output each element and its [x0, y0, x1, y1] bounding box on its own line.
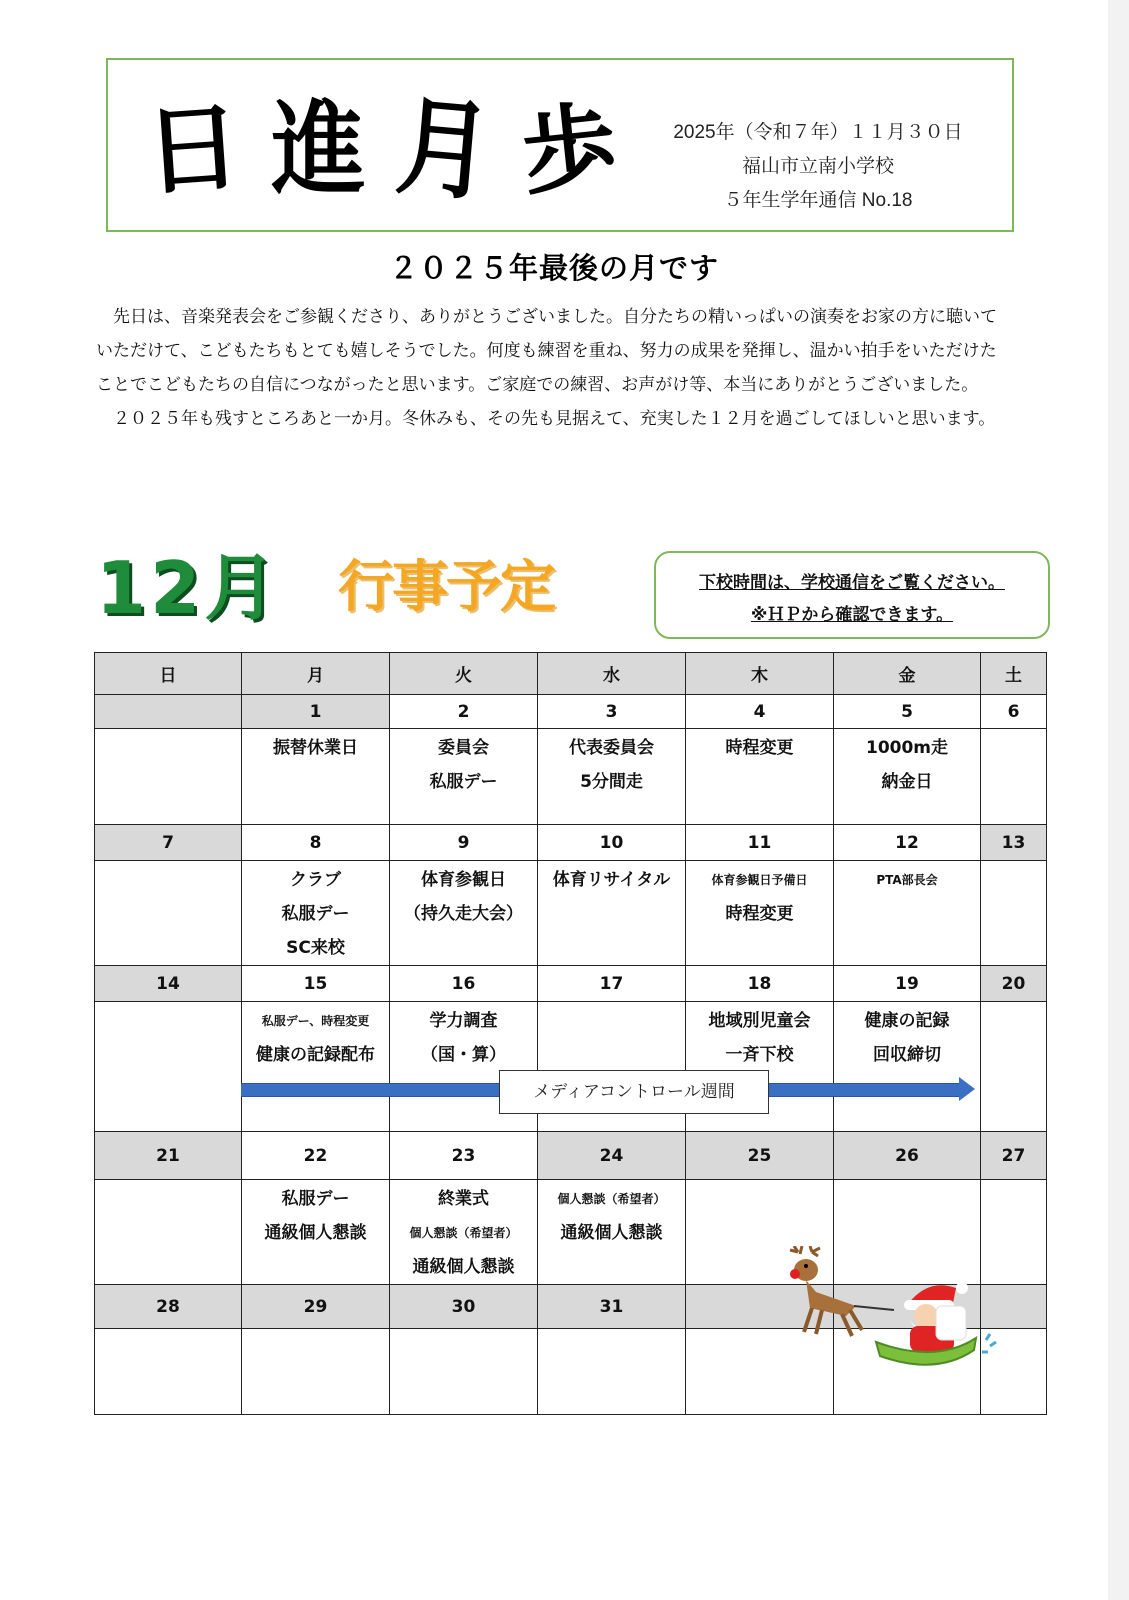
date-cell: 25	[686, 1132, 834, 1180]
date-row	[95, 1132, 1047, 1180]
paragraph: 先日は、音楽発表会をご参観くださり、ありがとうございました。自分たちの精いっぱいの演奏をお家の方に聴いていただけて、こどもたちもとても嬉しそうでした。何度も練習を重ね、努力の成果を発揮し、温かい拍手をいただけたことでこどもたちの自信につながったと思います。ご家庭での練習、お声がけ等、本当にありがとうございました。	[96, 307, 997, 395]
date-cell	[95, 695, 242, 729]
event-item: 代表委員会	[569, 738, 654, 758]
event-item: 個人懇談（希望者）	[557, 1192, 666, 1206]
santa-icon	[904, 1282, 968, 1352]
dismissal-note	[654, 551, 1050, 639]
events-cell	[390, 861, 538, 966]
date-cell: 12	[834, 825, 981, 861]
santa-sleigh-illustration	[776, 1246, 1008, 1372]
event-item: 学力調査	[429, 1011, 498, 1031]
date-cell: 28	[95, 1285, 242, 1329]
weekday-header: 木	[686, 653, 834, 695]
event-item: （国・算）	[421, 1045, 506, 1065]
event-item: 体育参観日予備日	[711, 873, 808, 887]
events-cell	[95, 1329, 242, 1415]
event-item: 振替休業日	[273, 738, 358, 758]
event-item: （持久走大会）	[404, 904, 523, 924]
events-cell	[95, 1180, 242, 1285]
date-cell: 4	[686, 695, 834, 729]
issue-number: ５年生学年通信 No.18	[723, 190, 913, 211]
newsletter-title	[141, 82, 622, 218]
event-item: 5分間走	[580, 772, 643, 792]
events-row	[95, 729, 1047, 825]
date-cell: 16	[390, 966, 538, 1002]
school-name: 福山市立南小学校	[741, 156, 894, 177]
date-cell: 10	[538, 825, 686, 861]
event-item: 私服デー、時程変更	[261, 1014, 370, 1028]
masthead-box	[106, 58, 1014, 232]
title-char: 月	[391, 82, 497, 218]
date-cell: 9	[390, 825, 538, 861]
events-cell	[686, 861, 834, 966]
date-cell: 11	[686, 825, 834, 861]
date-cell: 2	[390, 695, 538, 729]
event-item: 個人懇談（希望者）	[409, 1226, 518, 1240]
month-title: 12月	[96, 546, 281, 630]
note-line: 下校時間は、学校通信をご覧ください。	[699, 573, 1005, 593]
date-cell: 6	[981, 695, 1047, 729]
title-char: 歩	[516, 90, 622, 210]
events-cell	[242, 1180, 390, 1285]
weekday-header: 土	[981, 653, 1047, 695]
weekday-header: 水	[538, 653, 686, 695]
body-text	[96, 300, 1006, 436]
title-char: 進	[271, 90, 366, 210]
events-row	[95, 861, 1047, 966]
events-cell	[538, 1180, 686, 1285]
date-cell: 1	[242, 695, 390, 729]
date-cell: 18	[686, 966, 834, 1002]
event-item: 健康の記録	[864, 1011, 950, 1031]
reindeer-icon	[790, 1246, 894, 1336]
event-item: 委員会	[438, 738, 489, 758]
events-cell	[242, 1002, 390, 1132]
events-cell	[686, 729, 834, 825]
date-cell: 26	[834, 1132, 981, 1180]
date-cell: 3	[538, 695, 686, 729]
events-cell	[834, 861, 981, 966]
event-item: 私服デー	[281, 904, 350, 924]
event-item: 納金日	[881, 772, 933, 792]
events-title: 行事予定	[338, 555, 554, 620]
events-cell	[538, 861, 686, 966]
date-cell: 31	[538, 1285, 686, 1329]
date-cell: 13	[981, 825, 1047, 861]
events-cell	[95, 861, 242, 966]
date-cell: 19	[834, 966, 981, 1002]
events-cell	[981, 1002, 1047, 1132]
event-item: 1000m走	[865, 738, 949, 758]
events-cell	[242, 861, 390, 966]
events-cell	[834, 729, 981, 825]
issue-date: 2025年（令和７年）１１月３０日	[673, 122, 963, 143]
events-cell	[538, 1329, 686, 1415]
event-item: SC来校	[286, 938, 345, 958]
events-cell	[834, 1002, 981, 1132]
event-item: 一斉下校	[725, 1045, 794, 1065]
weekday-header: 金	[834, 653, 981, 695]
headline: ２０２５年最後の月です	[388, 251, 719, 285]
events-cell	[538, 729, 686, 825]
title-char: 日	[141, 90, 245, 210]
events-cell	[390, 1329, 538, 1415]
date-cell: 23	[390, 1132, 538, 1180]
date-cell: 14	[95, 966, 242, 1002]
weekday-header: 月	[242, 653, 390, 695]
events-cell	[242, 1329, 390, 1415]
event-item: 回収締切	[873, 1045, 941, 1065]
paragraph: ２０２５年も残すところあと一か月。冬休みも、その先も見据えて、充実した１２月を過ごしてほしいと思います。	[113, 409, 996, 429]
event-item: 体育参観日	[421, 870, 506, 890]
date-cell: 7	[95, 825, 242, 861]
events-cell	[95, 1002, 242, 1132]
date-cell: 24	[538, 1132, 686, 1180]
events-cell	[390, 1180, 538, 1285]
event-item: 時程変更	[725, 738, 794, 758]
event-item: 時程変更	[725, 904, 794, 924]
events-cell	[981, 729, 1047, 825]
date-cell: 21	[95, 1132, 242, 1180]
event-item: 通級個人懇談	[560, 1223, 663, 1243]
events-cell	[390, 729, 538, 825]
date-row	[95, 695, 1047, 729]
event-item: PTA部長会	[876, 873, 938, 887]
weekday-header: 日	[95, 653, 242, 695]
event-item: 私服デー	[429, 772, 498, 792]
event-item: 終業式	[438, 1189, 489, 1209]
date-cell: 27	[981, 1132, 1047, 1180]
date-cell: 17	[538, 966, 686, 1002]
date-cell: 22	[242, 1132, 390, 1180]
arrow-head-icon	[959, 1077, 975, 1101]
date-cell: 29	[242, 1285, 390, 1329]
date-cell: 5	[834, 695, 981, 729]
date-cell: 15	[242, 966, 390, 1002]
date-row	[95, 966, 1047, 1002]
date-cell: 20	[981, 966, 1047, 1002]
event-item: クラブ	[290, 870, 341, 890]
event-item: 私服デー	[281, 1189, 350, 1209]
weekday-header: 火	[390, 653, 538, 695]
event-item: 通級個人懇談	[412, 1257, 515, 1277]
event-item: 体育リサイタル	[552, 870, 671, 890]
event-item: 健康の記録配布	[256, 1045, 375, 1065]
events-cell	[242, 729, 390, 825]
weekday-header-row	[95, 653, 1047, 695]
media-control-label: メディアコントロール週間	[499, 1070, 769, 1114]
events-cell	[95, 729, 242, 825]
note-line: ※ＨＰから確認できます。	[750, 605, 954, 625]
events-cell	[981, 861, 1047, 966]
issue-info	[648, 116, 988, 218]
date-cell: 8	[242, 825, 390, 861]
date-row	[95, 825, 1047, 861]
event-item: 通級個人懇談	[264, 1223, 367, 1243]
date-cell: 30	[390, 1285, 538, 1329]
event-item: 地域別児童会	[708, 1011, 811, 1031]
